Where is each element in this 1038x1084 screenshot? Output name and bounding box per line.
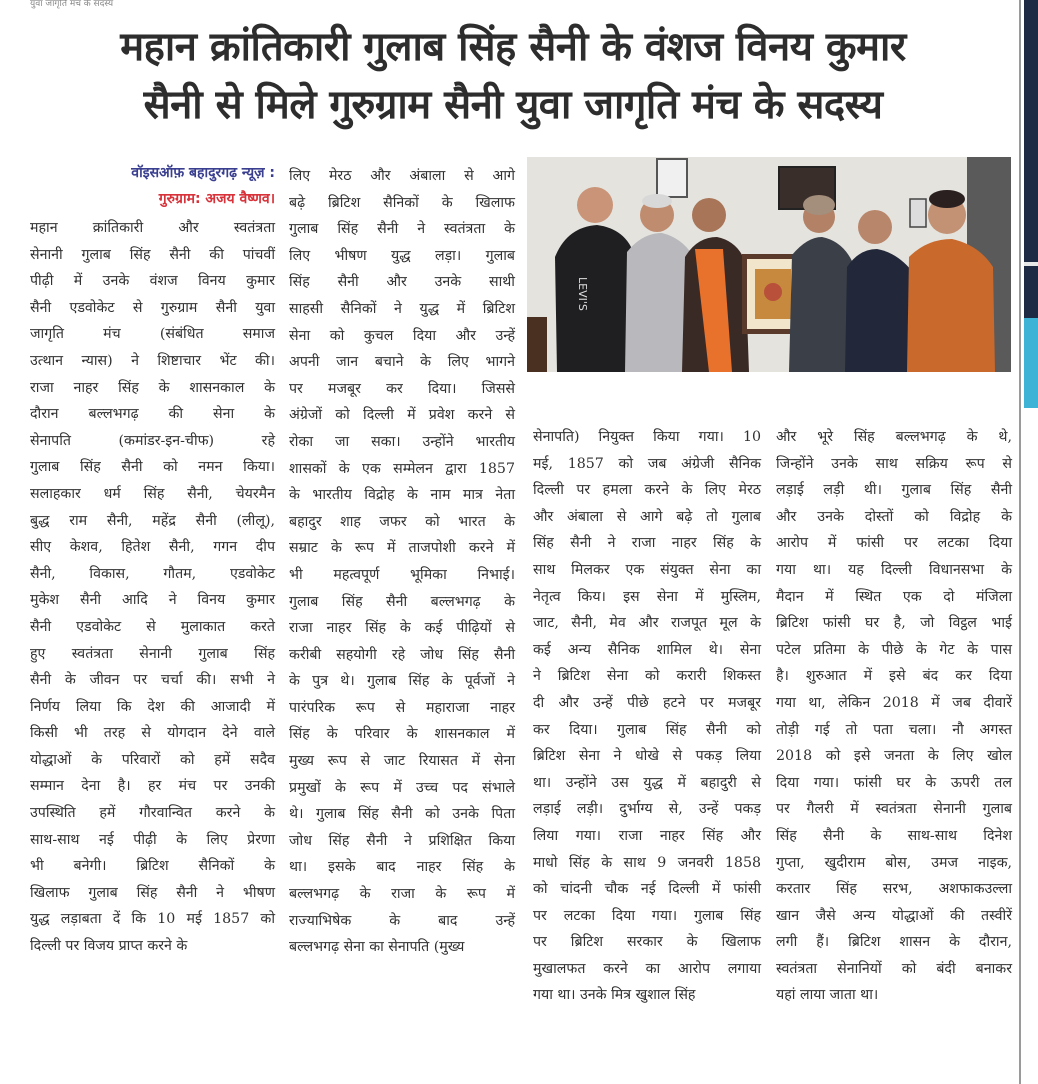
article-text-line: गया था। यह दिल्ली विधानसभा के <box>776 561 1012 578</box>
article-text-line: साहसी सैनिकों ने युद्ध में ब्रिटिश <box>289 300 515 317</box>
article-text-line: मुखालफत करने का आरोप लगाया <box>533 960 761 977</box>
article-text-line: पर लटका दिया गया। गुलाब सिंह <box>533 907 761 924</box>
article-text-line: भी बनेगी। ब्रिटिश सैनिकों के <box>30 858 275 875</box>
article-text-line: सैनी के जीवन पर चर्चा की। सभी ने <box>30 672 275 689</box>
article-text-line: पारंपरिक रूप से महाराजा नाहर <box>289 699 515 716</box>
article-text-line: तोड़ी गई तो पता चला। नौ अगस्त <box>776 721 1012 738</box>
headline-line-1: महान क्रांतिकारी गुलाब सिंह सैनी के वंशज विनय कुमार <box>120 24 906 70</box>
cropped-top-strip: युवा जागृति मंच के सदस्य <box>30 0 114 9</box>
article-text-line: मुकेश सैनी आदि ने विनय कुमार <box>30 592 275 609</box>
article-text-line: अपनी जान बचाने के लिए भागने <box>289 354 515 371</box>
article-text-line: राजा नाहर सिंह के शासनकाल के <box>30 379 275 396</box>
article-text-line: लड़ाई लड़ी थी। गुलाब सिंह सैनी <box>776 482 1012 499</box>
article-text-line: था। उन्होंने उस युद्ध में बहादुरी से <box>533 774 761 791</box>
article-text-line: राजा नाहर सिंह के कई पीढ़ियों से <box>289 620 515 637</box>
article-text-line: सैनी, विकास, गौतम, एडवोकेट <box>30 565 275 582</box>
article-text-line: पीढ़ी में उनके वंशज विनय कुमार <box>30 273 275 290</box>
article-text-line: के भारतीय विद्रोह के नाम मात्र नेता <box>289 487 515 504</box>
article-photo <box>527 157 1011 372</box>
article-text-line: सिंह सैनी ने राजा नाहर सिंह के <box>533 535 761 552</box>
article-text-line: सैनी एडवोकेट से मुलाकात करते <box>30 618 275 635</box>
article-text-line: सिंह सैनी के साथ-साथ दिनेश <box>776 827 1012 844</box>
article-text-line: मैदान में स्थित एक दो मंजिला <box>776 588 1012 605</box>
article-text-line: पटेल प्रतिमा के पीछे के गेट के पास <box>776 641 1012 658</box>
article-text-line: दिल्ली पर हमला करने के लिए मेरठ <box>533 482 761 499</box>
article-text-line: 2018 को इसे जनता के लिए खोल <box>776 748 1012 765</box>
article-text-line: दिया गया। फांसी घर के ऊपरी तल <box>776 774 1012 791</box>
article-text-line: थे। गुलाब सिंह सैनी को उनके पिता <box>289 806 515 823</box>
article-text-line: बुद्ध राम सैनी, महेंद्र सैनी (लीलू), <box>30 512 275 529</box>
article-headline <box>18 18 1008 134</box>
article-text-line: और अंबाला से आगे बढ़े तो गुलाब <box>533 508 761 525</box>
page-edge-line <box>1019 0 1021 1084</box>
article-text-line: गुलाब सिंह सैनी बल्लभगढ़ के <box>289 593 515 610</box>
article-text-line: ने ब्रिटिश सेना को करारी शिकस्त <box>533 668 761 685</box>
article-text-line: सेनापति (कमांडर-इन-चीफ) रहे <box>30 432 275 449</box>
article-text-line: पर ब्रिटिश सरकार के खिलाफ <box>533 934 761 951</box>
article-text-line: लिया गया। राजा नाहर सिंह और <box>533 827 761 844</box>
article-column-2 <box>289 163 515 961</box>
article-text-line: बहादुर शाह जफर को भारत के <box>289 513 515 530</box>
article-text-line: दौरान बल्लभगढ़ की सेना के <box>30 406 275 423</box>
edge-navy-band-2 <box>1024 266 1038 318</box>
article-text-line: गुलाब सिंह सैनी ने स्वतंत्रता के <box>289 221 515 238</box>
article-text-line: गुलाब सिंह सैनी को नमन किया। <box>30 459 275 476</box>
byline-source: वॉइसऑफ़ बहादुरगढ़ न्यूज़ : <box>131 165 275 181</box>
article-text-line: बल्लभगढ़ के राजा के रूप में <box>289 886 515 903</box>
article-text-line: दी और उन्हें पीछे हटने पर मजबूर <box>533 694 761 711</box>
article-text-line: है। शुरुआत में इसे बंद कर दिया <box>776 668 1012 685</box>
article-text-line: गुप्ता, खुदीराम बोस, उमज नाइक, <box>776 854 1012 871</box>
article-text-line: सेनानी गुलाब सिंह सैनी की पांचवीं <box>30 246 275 263</box>
article-text-line: सैनी एडवोकेट से गुरुग्राम सैनी युवा <box>30 299 275 316</box>
article-text-line: और भूरे सिंह बल्लभगढ़ के थे, <box>776 429 1012 445</box>
article-text-line: साथ मिलकर एक संयुक्त सेना का <box>533 561 761 578</box>
article-text-line: करतार सिंह सरभ, अशफाकउल्ला <box>776 881 1012 898</box>
article-column-1 <box>30 215 275 960</box>
article-text-line: प्रमुखों के रूप में उच्च पद संभाले <box>289 779 515 796</box>
article-text-line: जाट, सैनी, मेव और राजपूत मूल के <box>533 615 761 632</box>
article-text-line: स्वतंत्रता सेनानियों को बंदी बनाकर <box>776 960 1012 977</box>
byline <box>30 160 275 212</box>
article-text-line: सेना को कुचल दिया और उन्हें <box>289 327 515 344</box>
article-text-line: करीबी सहयोगी रहे जोध सिंह सैनी <box>289 646 515 663</box>
article-text-line: सीए केशव, हितेश सैनी, गगन दीप <box>30 539 275 556</box>
article-text-line: भी महत्वपूर्ण भूमिका निभाई। <box>289 566 515 583</box>
article-text-line: युद्ध लड़ाबता दें कि 10 मई 1857 को <box>30 911 275 928</box>
article-text-line: माधो सिंह के साथ 9 जनवरी 1858 <box>533 854 761 871</box>
article-text-line: सम्मान देना है। हर मंच पर उनकी <box>30 778 275 795</box>
article-text-line: ब्रिटिश फांसी घर है, जो विट्ठल भाई <box>776 615 1012 632</box>
article-text-line: नेतृत्व किय। इस सेना में मुस्लिम, <box>533 588 761 605</box>
article-text-line: उपस्थिति हमें गौरवान्वित करने के <box>30 805 275 822</box>
article-text-line: खिलाफ गुलाब सिंह सैनी ने भीषण <box>30 884 275 901</box>
article-text-line: बल्लभगढ़ सेना का सेनापति (मुख्य <box>289 939 465 956</box>
article-text-line: लड़ाई लड़ी। दुर्भाग्य से, उन्हें पकड़ <box>533 801 761 818</box>
article-text-line: सेनापति) नियुक्त किया गया। 10 <box>533 429 761 445</box>
article-text-line: लगी हैं। ब्रिटिश शासन के दौरान, <box>776 934 1012 951</box>
article-text-line: और उनके दोस्तों को विद्रोह के <box>776 508 1012 525</box>
article-text-line: हुए स्वतंत्रता सेनानी गुलाब सिंह <box>30 645 275 662</box>
edge-cyan-band <box>1024 318 1038 408</box>
article-text-line: सिंह के परिवार के शासनकाल में <box>289 726 515 743</box>
article-text-line: रोका जा सका। उन्होंने भारतीय <box>289 433 515 450</box>
article-text-line: जिन्होंने उनके साथ सक्रिय रूप से <box>776 455 1012 472</box>
article-text-line: यहां लाया जाता था। <box>776 987 879 1004</box>
headline-line-2: सैनी से मिले गुरुग्राम सैनी युवा जागृति मंच के सदस्य <box>143 82 883 128</box>
edge-navy-band <box>1024 0 1038 262</box>
article-text-line: कर दिया। गुलाब सिंह सैनी को <box>533 721 761 738</box>
article-text-line: गया था। उनके मित्र खुशाल सिंह <box>533 987 696 1004</box>
article-text-line: महान क्रांतिकारी और स्वतंत्रता <box>30 220 275 236</box>
article-text-line: जागृति मंच (संबंधित समाज <box>30 326 275 343</box>
article-text-line: आरोप में फांसी पर लटका दिया <box>776 535 1012 552</box>
article-text-line: सम्राट के रूप में ताजपोशी करने में <box>289 540 515 557</box>
article-text-line: लिए भीषण युद्ध लड़ा। गुलाब <box>289 247 515 264</box>
article-text-line: अंग्रेजों को दिल्ली में प्रवेश करने से <box>289 407 515 424</box>
article-text-line: बढ़े ब्रिटिश सैनिकों के खिलाफ <box>289 194 515 211</box>
chair <box>527 317 547 372</box>
article-text-line: पर गैलरी में स्वतंत्रता सेनानी गुलाब <box>776 801 1012 818</box>
article-text-line: उत्थान न्यास) ने शिष्टाचार भेंट की। <box>30 352 275 369</box>
article-text-line: निर्णय लिया कि देश की आजादी में <box>30 698 275 715</box>
article-text-line: मुख्य रूप से जाट रियासत में सेना <box>289 753 515 770</box>
article-text-line: लिए मेरठ और अंबाला से आगे <box>289 168 515 184</box>
group-photo-illustration <box>527 157 1011 372</box>
article-text-line: जोध सिंह सैनी ने प्रशिक्षित किया <box>289 832 515 849</box>
article-text-line: कई अन्य सैनिक शामिल थे। सेना <box>533 641 761 658</box>
article-text-line: किसी भी तरह से योगदान देने वाले <box>30 725 275 742</box>
article-column-3 <box>533 424 761 1009</box>
article-text-line: गया था, लेकिन 2018 में जब दीवारें <box>776 694 1012 711</box>
article-text-line: पर मजबूर कर दिया। जिससे <box>289 380 515 397</box>
article-text-line: सिंह सैनी और उनके साथी <box>289 274 515 291</box>
article-text-line: सलाहकार धर्म सिंह सैनी, चेयरमैन <box>30 485 275 502</box>
article-text-line: दिल्ली पर विजय प्राप्त करने के <box>30 938 188 955</box>
article-column-4 <box>776 424 1012 1009</box>
article-text-line: साथ-साथ नई पीढ़ी के लिए प्रेरणा <box>30 831 275 848</box>
article-text-line: खान जैसे अन्य योद्धाओं की तस्वीरें <box>776 907 1012 924</box>
wall-frame-1 <box>657 159 687 197</box>
article-text-line: शासकों के एक सम्मेलन द्वारा 1857 <box>289 460 515 477</box>
article-text-line: ब्रिटिश सेना ने धोखे से पकड़ लिया <box>533 748 761 765</box>
wall-frame-3 <box>910 199 926 227</box>
article-text-line: राज्याभिषेक के बाद उन्हें <box>289 912 515 929</box>
byline-place-reporter: गुरुग्राम: अजय वैष्णव। <box>158 191 275 207</box>
jacket-text: LEVI'S <box>576 277 589 311</box>
article-text-line: को चांदनी चौक नई दिल्ली में फांसी <box>533 881 761 898</box>
article-text-line: था। इसके बाद नाहर सिंह के <box>289 859 515 876</box>
article-text-line: योद्धाओं के परिवारों को हमें सदैव <box>30 751 275 768</box>
article-text-line: के पुत्र थे। गुलाब सिंह के पूर्वजों ने <box>289 673 515 690</box>
article-text-line: मई, 1857 को जब अंग्रेजी सैनिक <box>533 455 761 472</box>
